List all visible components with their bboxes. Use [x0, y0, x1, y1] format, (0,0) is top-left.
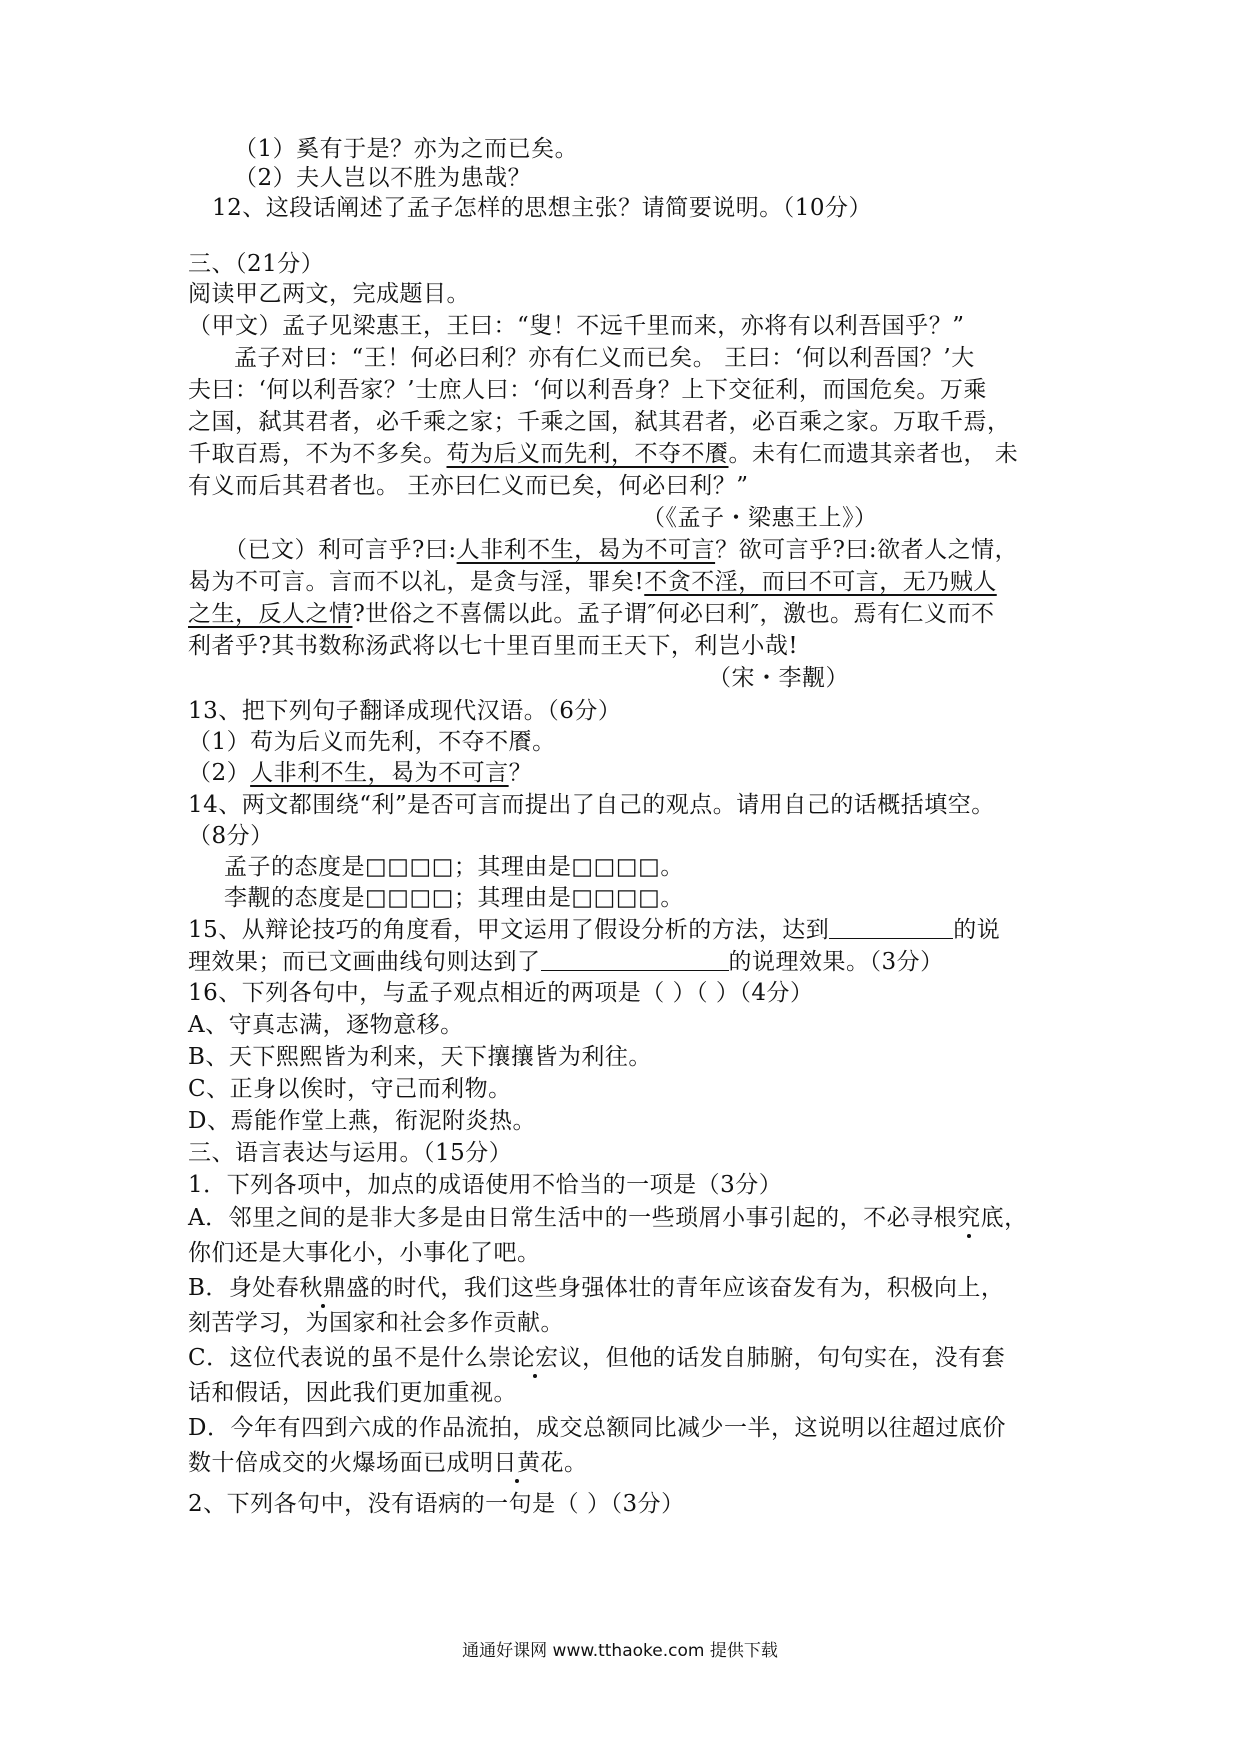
- underlined-sentence: 苟为后义而先利，不夺不餍: [446, 441, 729, 467]
- passage-yi-source: （宋・李觏）: [708, 665, 849, 691]
- dotted-idiom: 明日黄花: [470, 1450, 564, 1476]
- underlined-sentence: 不贪不淫，而曰不可言，无乃贼人: [644, 569, 997, 595]
- passage-jia-line-6: 有义而后其君者也。 王亦曰仁义而已矣，何必曰利？”: [188, 473, 749, 499]
- option-text: ，: [1004, 1205, 1028, 1231]
- section-3-heading: 三、（21分）: [188, 251, 325, 277]
- question-16: 16、下列各句中，与孟子观点相近的两项是（ ）（ ）（4分）: [188, 980, 814, 1006]
- question-14-points: （8分）: [188, 823, 274, 849]
- question-16-option-c: C、正身以俟时，守己而利物。: [188, 1076, 512, 1102]
- passage-text: 。未有仁而遗其亲者也， 未: [728, 441, 1019, 467]
- answer-blank[interactable]: [829, 916, 953, 939]
- option-c-line-2: 话和假话，因此我们更加重视。: [188, 1380, 517, 1406]
- option-text: B．身处: [188, 1275, 276, 1301]
- passage-yi-line-2: [188, 567, 997, 597]
- passage-jia-line-1: （甲文）孟子见梁惠王，王曰：“叟！不远千里而来，亦将有以利吾国乎？”: [188, 313, 965, 339]
- passage-text: ？欲可言乎?曰:欲者人之情，: [715, 537, 1019, 563]
- question-text: 的说: [953, 917, 1001, 943]
- option-text: 的时代，我们这些身强体壮的青年应该奋发有为，积极向上，: [369, 1275, 1005, 1301]
- page-footer: 通通好课网 www.tthaoke.com 提供下载: [462, 1641, 778, 1661]
- item-end: ？: [508, 760, 533, 786]
- question-13-item-1: （1）苟为后义而先利，不夺不餍。: [188, 729, 556, 755]
- passage-jia-line-5: [188, 439, 1018, 469]
- option-text: A．邻里之间的是非大多是由日常生活中的一些琐屑小事引起的，不必寻: [188, 1205, 934, 1231]
- answer-blank[interactable]: [541, 948, 729, 971]
- underlined-sentence: 人非利不生，曷为不可言: [250, 760, 509, 786]
- option-text: 数十倍成交的火爆场面已成: [188, 1450, 470, 1476]
- underlined-sentence: 之生，反人之情: [188, 601, 353, 627]
- question-text: 的说理效果。（3分）: [728, 949, 944, 975]
- question-13: 13、把下列句子翻译成现代汉语。（6分）: [188, 698, 622, 724]
- question-16-option-a: A、守真志满，逐物意移。: [188, 1012, 464, 1038]
- question-16-option-b: B、天下熙熙皆为利来，天下攘攘皆为利往。: [188, 1044, 652, 1070]
- question-14-blank-b: 李觏的态度是□□□□；其理由是□□□□。: [224, 885, 684, 911]
- question-text: 理效果；而已文画曲线句则达到了: [188, 949, 541, 975]
- passage-jia-line-4: 之国，弑其君者，必千乘之家；千乘之国，弑其君者，必百乘之家。万取千焉，: [188, 409, 1011, 435]
- question-15-line-2: [188, 947, 944, 977]
- question-12: 12、这段话阐述了孟子怎样的思想主张？请简要说明。（10分）: [212, 195, 873, 221]
- passage-yi-line-4: 利者乎?其书数称汤武将以七十里百里而王天下，利岂小哉!: [188, 633, 799, 659]
- option-b-line-2: 刻苦学习，为国家和社会多作贡献。: [188, 1310, 564, 1336]
- item-label: （2）: [188, 760, 251, 786]
- underlined-sentence: 人非利不生，曷为不可言: [456, 537, 716, 563]
- option-d-line-1: D．今年有四到六成的作品流拍，成交总额同比减少一半，这说明以往超过底价: [188, 1415, 1006, 1441]
- dotted-idiom: 崇论宏议: [488, 1345, 583, 1371]
- passage-text: ?世俗之不喜儒以此。孟子谓″何必曰利″，激也。焉有仁义而不: [352, 601, 995, 627]
- option-text: C．这位代表说的虽不是什么: [188, 1345, 489, 1371]
- passage-jia-source: （《孟子・梁惠王上》）: [642, 505, 878, 531]
- passage-jia-line-2: 孟子对曰：“王！何必曰利？亦有仁义而已矣。 王曰：‘何以利吾国？’大: [234, 345, 975, 371]
- option-text: ，但他的话发自肺腑，句句实在，没有套: [582, 1345, 1006, 1371]
- question-15-line-1: [188, 915, 1000, 945]
- question-16-option-d: D、焉能作堂上燕，衔泥附炎热。: [188, 1108, 536, 1134]
- question-text: 15、从辩论技巧的角度看，甲文运用了假设分析的方法，达到: [188, 917, 830, 943]
- dotted-idiom: 根究底: [933, 1205, 1005, 1231]
- passage-text: 曷为不可言。言而不以礼，是贪与淫，罪矣!: [188, 569, 645, 595]
- language-section-heading: 三、语言表达与运用。（15分）: [188, 1140, 513, 1166]
- language-question-1: 1．下列各项中，加点的成语使用不恰当的一项是（3分）: [188, 1172, 783, 1198]
- section-3-intro: 阅读甲乙两文，完成题目。: [188, 281, 470, 307]
- option-c-line-1: [188, 1343, 1005, 1373]
- passage-jia-line-3: 夫曰：‘何以利吾家？’士庶人曰：‘何以利吾身？上下交征利，而国危矣。万乘: [188, 377, 987, 403]
- option-a-line-2: 你们还是大事化小，小事化了吧。: [188, 1240, 541, 1266]
- option-a-line-1: [188, 1203, 1028, 1233]
- question-14: 14、两文都围绕“利”是否可言而提出了自己的观点。请用自己的话概括填空。: [188, 792, 995, 818]
- option-b-line-1: [188, 1273, 1004, 1303]
- sub-question-2: （2）夫人岂以不胜为患哉？: [234, 165, 532, 191]
- dotted-idiom: 春秋鼎盛: [275, 1275, 370, 1301]
- passage-yi-line-1: [224, 535, 1018, 565]
- passage-text: 千取百焉，不为不多矣。: [188, 441, 447, 467]
- sub-question-1: （1）奚有于是？亦为之而已矣。: [234, 136, 579, 162]
- question-14-blank-a: 孟子的态度是□□□□；其理由是□□□□。: [224, 854, 684, 880]
- passage-yi-line-3: [188, 599, 995, 629]
- option-d-line-2: [188, 1448, 588, 1478]
- option-text: 。: [564, 1450, 588, 1476]
- question-13-item-2: [188, 758, 532, 788]
- language-question-2: 2、下列各句中，没有语病的一句是（ ）（3分）: [188, 1491, 685, 1517]
- passage-text: （已文）利可言乎?曰:: [224, 537, 457, 563]
